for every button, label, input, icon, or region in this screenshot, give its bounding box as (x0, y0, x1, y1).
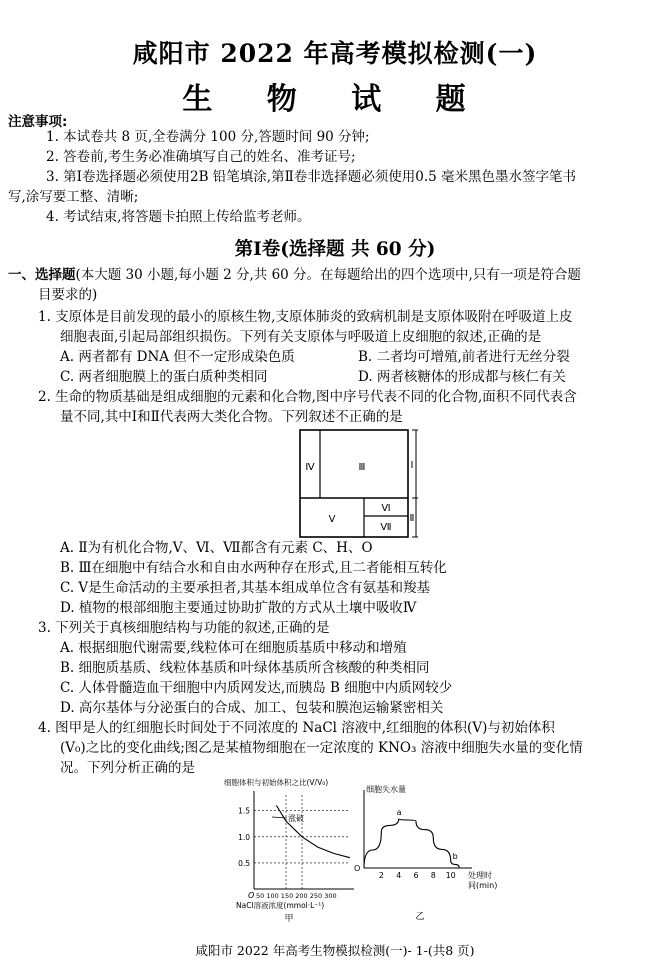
chart-yi (350, 782, 510, 922)
q4-stem-line1: 4. 图甲是人的红细胞长时间处于不同浓度的 NaCl 溶液中,红细胞的体积(V)与初始体积 (38, 720, 555, 736)
q4-stem-line3: 况。下列分析正确的是 (60, 760, 195, 776)
compound-area-diagram (292, 426, 420, 542)
label-vii: Ⅶ (380, 522, 392, 533)
part1-intro-text: (本大题 30 小题,每小题 2 分,共 60 分。在每题给出的四个选项中,只有一项是符合题 (75, 267, 581, 283)
yi-xtick-label: 4 (396, 871, 402, 880)
q2-option-a: A. Ⅱ为有机化合物,Ⅴ、Ⅵ、Ⅶ都含有元素 C、H、O (60, 540, 373, 556)
yi-xlabel-1: 处理时 (468, 871, 492, 880)
jia-annotation: 涨破 (288, 814, 304, 823)
q1-option-b: B. 二者均可增殖,前者进行无丝分裂 (358, 349, 570, 365)
chart-jia (222, 775, 357, 925)
page-footer: 咸阳市 2022 年高考生物模拟检测(一)- 1-(共8 页) (195, 943, 475, 958)
q3-option-a: A. 根据细胞代谢需要,线粒体可在细胞质基质中移动和增殖 (60, 640, 407, 656)
jia-ytick-label: 1.0 (238, 832, 250, 842)
q2-option-d: D. 植物的根部细胞主要通过协助扩散的方式从土壤中吸收Ⅳ (60, 600, 417, 616)
jia-annotation-pointer (272, 817, 287, 818)
q3-option-c: C. 人体骨髓造血干细胞中内质网发达,而胰岛 B 细胞中内质网较少 (60, 680, 453, 696)
yi-point-a: a (396, 807, 402, 817)
label-iv: Ⅳ (305, 462, 315, 473)
yi-ylabel: 细胞失水量 (366, 785, 406, 794)
notice-heading: 注意事项: (8, 114, 68, 130)
yi-xtick-label: 8 (430, 871, 436, 880)
part1-intro-cont: 目要求的) (38, 287, 98, 303)
q3-option-b: B. 细胞质基质、线粒体基质和叶绿体基质所含核酸的种类相同 (60, 660, 430, 676)
jia-ytick-label: 0.5 (238, 858, 250, 868)
jia-caption: 甲 (284, 914, 294, 924)
label-iii: Ⅲ (358, 462, 366, 473)
jia-yticks (238, 807, 250, 868)
q3-stem: 3. 下列关于真核细胞结构与功能的叙述,正确的是 (38, 620, 330, 636)
exam-title: 咸阳市 2022 年高考模拟检测(一) (132, 39, 538, 68)
part1-intro (8, 265, 581, 285)
yi-origin: O (354, 864, 361, 873)
q3-option-d: D. 高尔基体与分泌蛋白的合成、加工、包装和膜泡运输紧密相关 (60, 700, 444, 716)
jia-origin: O (248, 891, 255, 900)
yi-point-b: b (452, 851, 458, 861)
q1-stem-line2: 细胞表面,引起局部组织损伤。下列有关支原体与呼吸道上皮细胞的叙述,正确的是 (60, 329, 542, 345)
q1-option-d: D. 两者核糖体的形成都与核仁有关 (358, 369, 566, 385)
diagram-outer-box (300, 430, 408, 537)
yi-xticks (379, 871, 456, 880)
q1-option-a: A. 两者都有 DNA 但不一定形成染色质 (60, 349, 295, 365)
yi-xtick-label: 2 (378, 871, 384, 880)
jia-gridlines (254, 795, 350, 889)
q1-option-c: C. 两者细胞膜上的蛋白质种类相同 (60, 369, 268, 385)
q2-option-c: C. Ⅴ是生命活动的主要承担者,其基本组成单位含有氨基和羧基 (60, 580, 430, 596)
notice-item-1: 1. 本试卷共 8 页,全卷满分 100 分,答题时间 90 分钟; (46, 129, 370, 145)
subject-title: 生 物 试 题 (182, 82, 488, 117)
yi-xtick-label: 10 (445, 871, 456, 880)
part1-label: 一、选择题 (8, 267, 76, 283)
yi-curve (364, 819, 459, 868)
notice-item-3: 3. 第Ⅰ卷选择题必须使用2B 铅笔填涂,第Ⅱ卷非选择题必须使用0.5 毫米黑色墨水签字笔书 (46, 169, 577, 185)
q2-stem-line1: 2. 生命的物质基础是组成细胞的元素和化合物,图中序号代表不同的化合物,面积不同代表含 (38, 389, 577, 405)
label-ii: Ⅱ (409, 513, 415, 524)
label-i: Ⅰ (410, 460, 414, 471)
section-title: 第Ⅰ卷(选择题 共 60 分) (234, 239, 436, 260)
jia-ytick-label: 1.5 (238, 806, 250, 816)
jia-ylabel: 细胞体积与初始体积之比(V/V₀) (224, 778, 329, 787)
q2-option-b: B. Ⅲ在细胞中有结合水和自由水两种存在形式,且二者能相互转化 (60, 560, 447, 576)
q4-stem-line2: (V₀)之比的变化曲线;图乙是某植物细胞在一定浓度的 KNO₃ 溶液中细胞失水量的变化情 (60, 740, 583, 756)
yi-xlabel-2: 间(min) (468, 881, 498, 890)
label-v: Ⅴ (328, 514, 336, 525)
yi-xtick-label: 6 (413, 871, 419, 880)
jia-xticks: 50 100 150 200 250 300 (256, 892, 337, 900)
jia-xlabel: NaCl溶液浓度(mmol·L⁻¹) (236, 901, 325, 910)
q1-stem-line1: 1. 支原体是目前发现的最小的原核生物,支原体肺炎的致病机制是支原体吸附在呼吸道上皮 (38, 309, 573, 325)
yi-caption: 乙 (415, 912, 425, 922)
q2-stem-line2: 量不同,其中Ⅰ和Ⅱ代表两大类化合物。下列叙述不正确的是 (60, 409, 403, 425)
label-vi: Ⅵ (381, 503, 391, 514)
notice-item-2: 2. 答卷前,考生务必准确填写自己的姓名、准考证号; (46, 149, 356, 165)
notice-item-4: 4. 考试结束,将答题卡拍照上传给监考老师。 (46, 209, 311, 225)
notice-item-3-cont: 写,涂写要工整、清晰; (8, 189, 139, 205)
